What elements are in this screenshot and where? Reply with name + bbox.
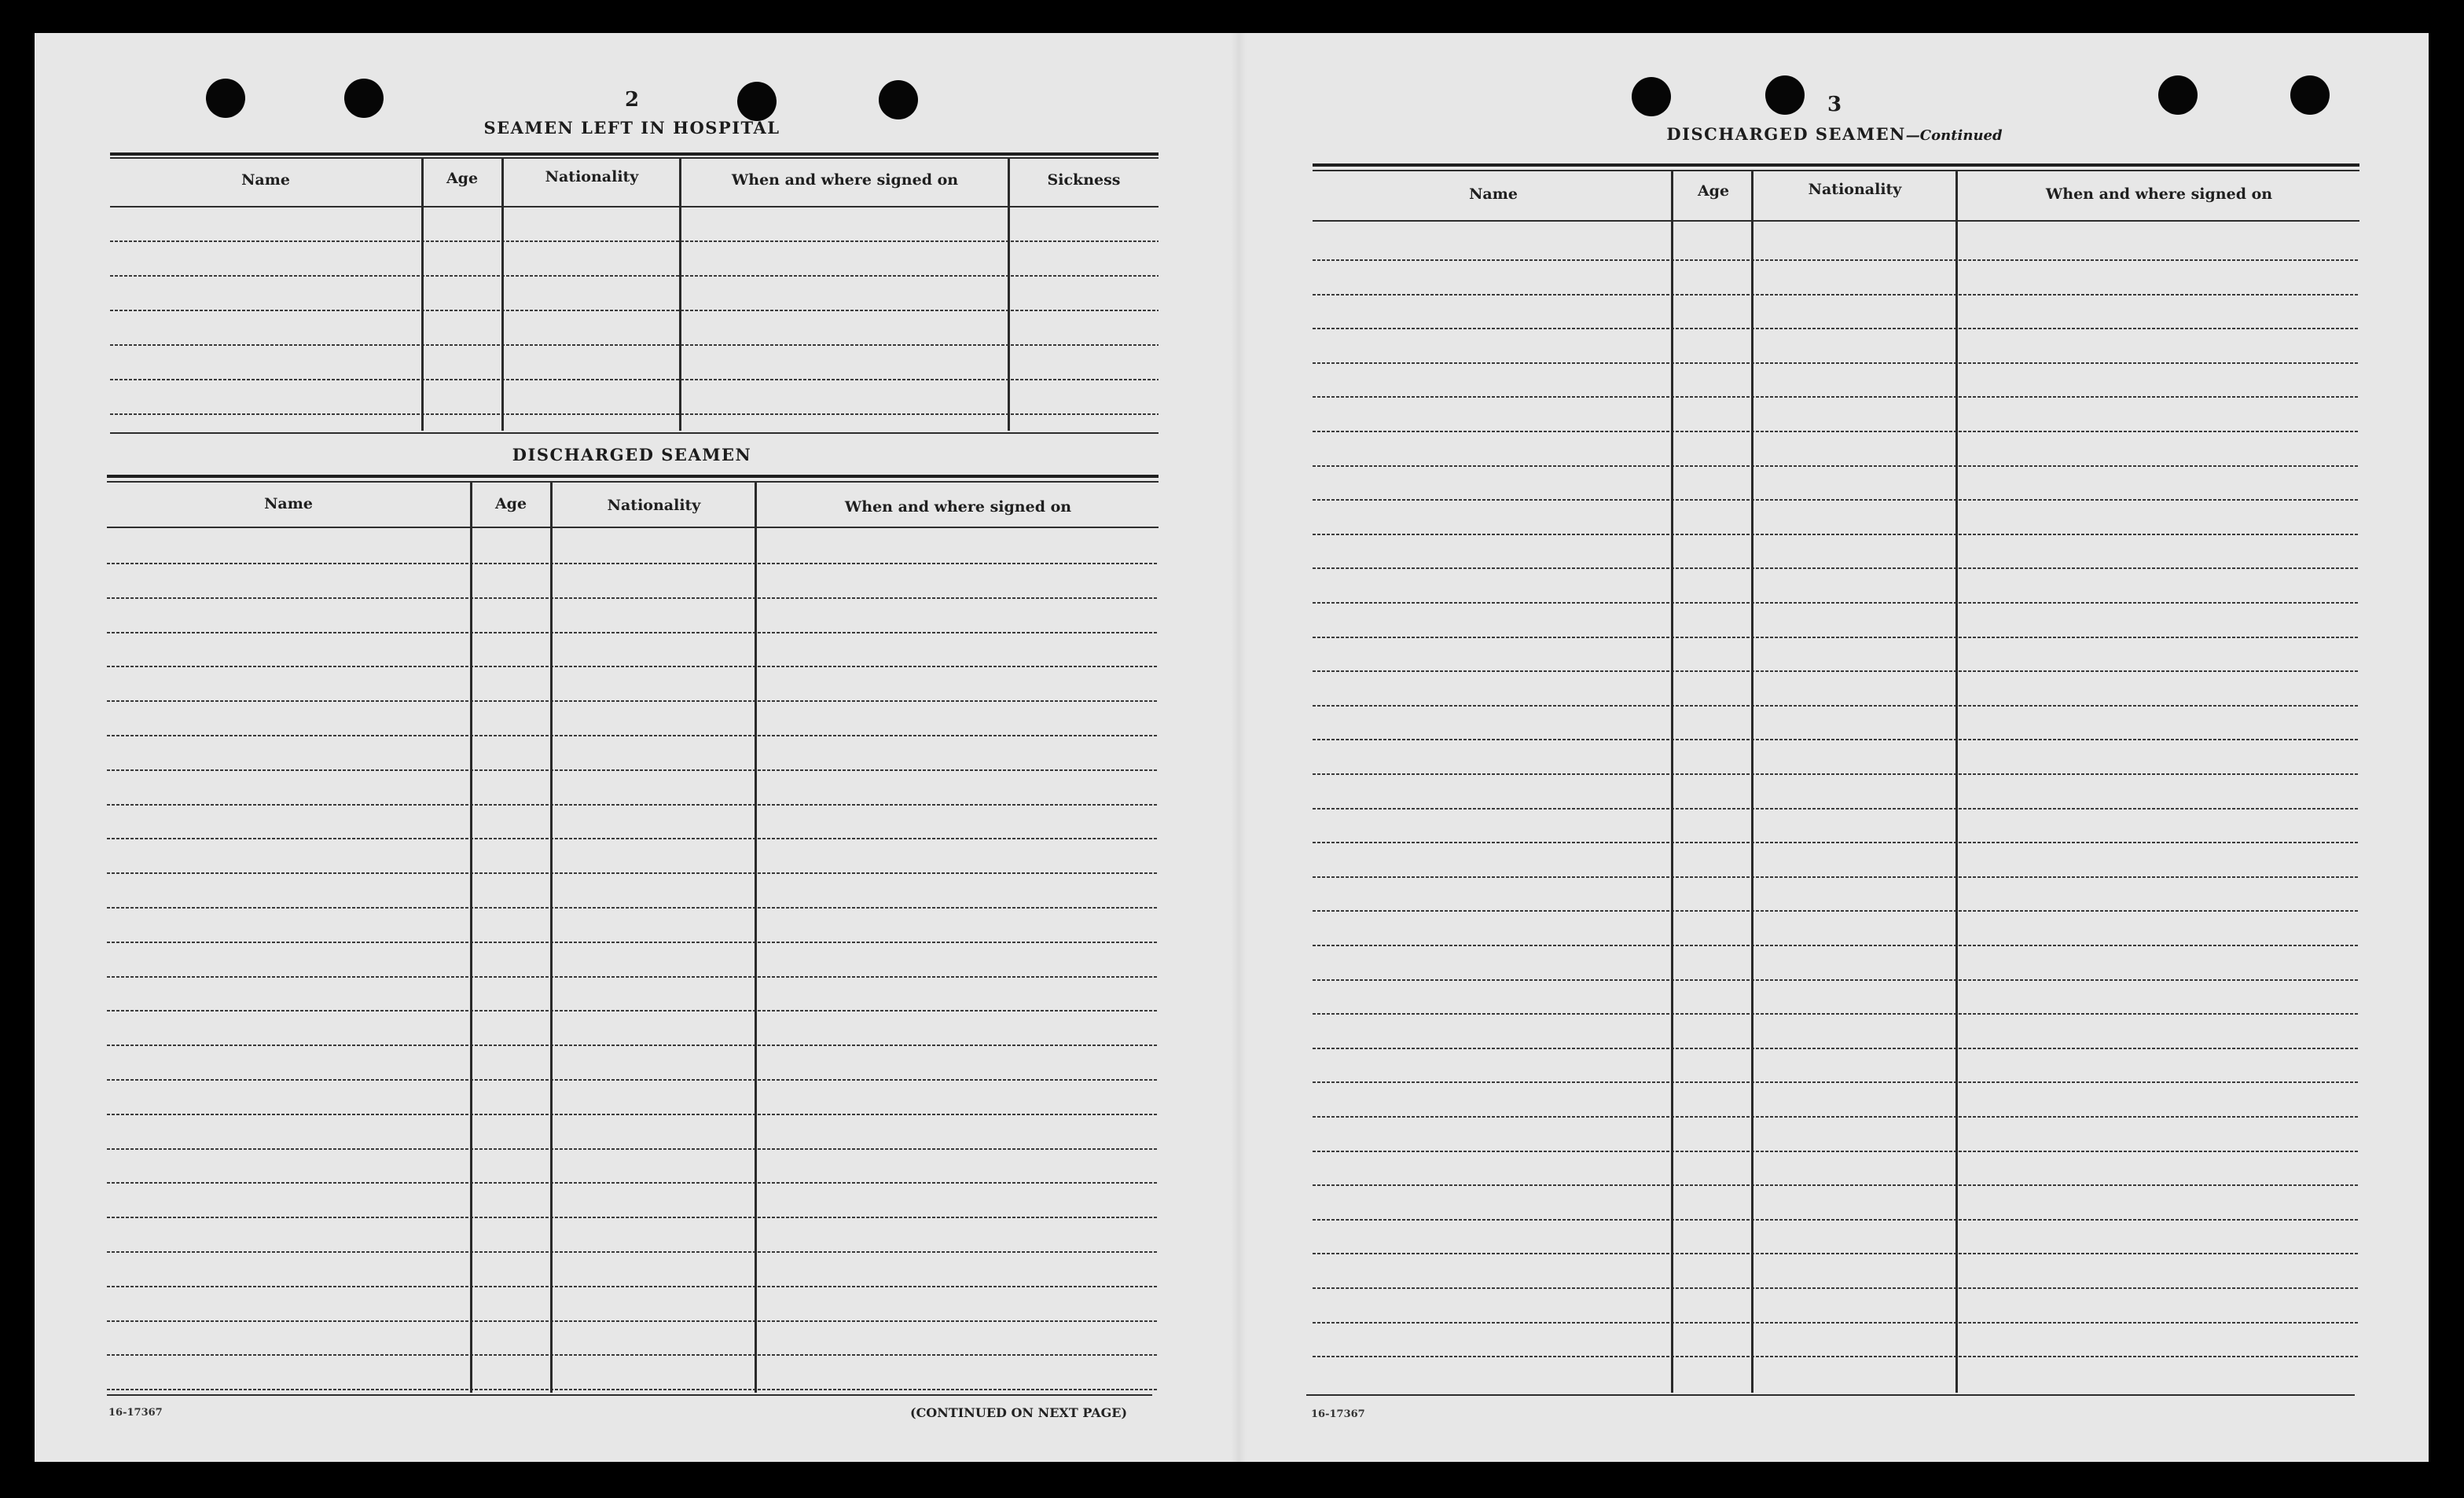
ruled-row <box>110 275 1159 277</box>
title-text: DISCHARGED SEAMEN <box>1666 124 1906 144</box>
column-header-nationality: Nationality <box>1808 181 1902 198</box>
ruled-row <box>107 1079 1159 1081</box>
ruled-row <box>1313 328 2359 329</box>
ruled-row <box>110 240 1159 242</box>
ruled-row <box>107 1114 1159 1115</box>
ruled-row <box>1313 294 2359 296</box>
ruled-row <box>107 1286 1159 1287</box>
column-divider <box>755 483 757 1393</box>
column-header-nationality: Nationality <box>607 497 701 514</box>
ruled-row <box>107 666 1159 667</box>
punch-hole <box>1632 77 1671 116</box>
ruled-row <box>107 872 1159 874</box>
column-header-name: Name <box>264 495 313 512</box>
ruled-row <box>1313 1013 2359 1015</box>
ruled-row <box>1313 1322 2359 1324</box>
ruled-row <box>107 1389 1159 1390</box>
ruled-row <box>107 1217 1159 1218</box>
ruled-row <box>1313 1184 2359 1186</box>
form-number: 16-17367 <box>108 1407 163 1419</box>
ruled-row <box>1313 910 2359 912</box>
ruled-row <box>1313 1116 2359 1118</box>
ruled-row <box>1313 396 2359 398</box>
column-divider <box>1751 171 1753 1393</box>
table-bottom-rule <box>1306 1394 2355 1396</box>
ruled-row <box>1313 1356 2359 1357</box>
header-rule <box>1313 220 2359 222</box>
ruled-row <box>1313 670 2359 672</box>
column-header-signed-on: When and where signed on <box>844 498 1072 516</box>
ruled-row <box>1313 499 2359 501</box>
section-title-discharged-continued <box>1666 124 2002 144</box>
ruled-row <box>107 769 1159 771</box>
punch-hole <box>344 79 384 118</box>
ruled-row <box>107 1148 1159 1150</box>
column-header-age: Age <box>494 495 527 512</box>
table-top-rule <box>107 475 1159 478</box>
ruled-row <box>107 838 1159 839</box>
header-rule <box>107 527 1159 528</box>
ruled-row <box>1313 567 2359 569</box>
column-header-name: Name <box>1469 185 1518 203</box>
ruled-row <box>107 735 1159 736</box>
ruled-row <box>1313 1287 2359 1289</box>
ruled-row <box>1313 602 2359 604</box>
column-divider <box>1955 171 1958 1393</box>
header-rule <box>110 206 1159 207</box>
ruled-row <box>107 804 1159 806</box>
column-header-age: Age <box>446 170 479 187</box>
ruled-row <box>1313 842 2359 843</box>
ruled-row <box>110 413 1159 415</box>
page-fold <box>1231 33 1247 1462</box>
table-bottom-rule <box>107 1394 1152 1396</box>
column-header-name: Name <box>241 171 290 189</box>
column-divider <box>421 159 424 431</box>
ruled-row <box>1313 1048 2359 1049</box>
ruled-row <box>1313 705 2359 707</box>
table-rule <box>107 481 1159 483</box>
punch-hole <box>879 80 918 119</box>
ruled-row <box>107 1045 1159 1046</box>
punch-hole <box>2290 75 2330 115</box>
ruled-row <box>1313 1219 2359 1221</box>
page-number: 2 <box>624 88 640 112</box>
ruled-row <box>1313 808 2359 810</box>
ruled-row <box>107 1320 1159 1322</box>
punch-hole <box>206 79 245 118</box>
section-title-hospital: SEAMEN LEFT IN HOSPITAL <box>483 118 780 138</box>
ruled-row <box>107 942 1159 943</box>
ruled-row <box>107 1354 1159 1356</box>
ruled-row <box>1313 362 2359 364</box>
column-divider <box>470 483 472 1393</box>
page-number: 3 <box>1827 93 1842 116</box>
ruled-row <box>1313 534 2359 535</box>
ruled-row <box>1313 979 2359 981</box>
column-header-signed-on: When and where signed on <box>731 171 959 189</box>
punch-hole <box>737 82 777 121</box>
ruled-row <box>1313 259 2359 261</box>
column-header-sickness: Sickness <box>1047 171 1121 189</box>
ruled-row <box>1313 945 2359 946</box>
continued-note: (CONTINUED ON NEXT PAGE) <box>910 1405 1128 1420</box>
column-header-nationality: Nationality <box>545 168 639 185</box>
ruled-row <box>1313 876 2359 878</box>
ruled-row <box>107 563 1159 564</box>
table-rule <box>1313 170 2359 171</box>
ruled-row <box>1313 637 2359 638</box>
ruled-row <box>1313 465 2359 467</box>
ruled-row <box>107 907 1159 909</box>
column-divider <box>679 159 681 431</box>
punch-hole <box>1765 75 1805 115</box>
ruled-row <box>107 1182 1159 1184</box>
table-rule <box>110 432 1159 434</box>
ruled-row <box>110 310 1159 311</box>
ruled-row <box>107 1251 1159 1253</box>
ruled-row <box>1313 1253 2359 1254</box>
ruled-row <box>107 700 1159 702</box>
title-suffix: —Continued <box>1905 127 2003 144</box>
ruled-row <box>107 1010 1159 1012</box>
ruled-row <box>1313 773 2359 775</box>
ruled-row <box>1313 431 2359 432</box>
column-header-age: Age <box>1697 182 1730 200</box>
table-rule <box>110 157 1159 159</box>
table-top-rule <box>1313 163 2359 167</box>
punch-hole <box>2158 75 2198 115</box>
column-divider <box>1008 159 1010 431</box>
section-title-discharged: DISCHARGED SEAMEN <box>512 445 752 464</box>
column-divider <box>1671 171 1673 1393</box>
ruled-row <box>1313 739 2359 740</box>
column-header-signed-on: When and where signed on <box>2045 185 2273 203</box>
column-divider <box>550 483 553 1393</box>
column-divider <box>501 159 504 431</box>
ruled-row <box>1313 1081 2359 1083</box>
table-top-rule <box>110 152 1159 156</box>
ruled-row <box>110 344 1159 346</box>
ruled-row <box>107 632 1159 633</box>
form-number: 16-17367 <box>1311 1408 1365 1420</box>
ruled-row <box>110 379 1159 380</box>
ruled-row <box>1313 1151 2359 1152</box>
ruled-row <box>107 976 1159 978</box>
ruled-row <box>107 597 1159 599</box>
